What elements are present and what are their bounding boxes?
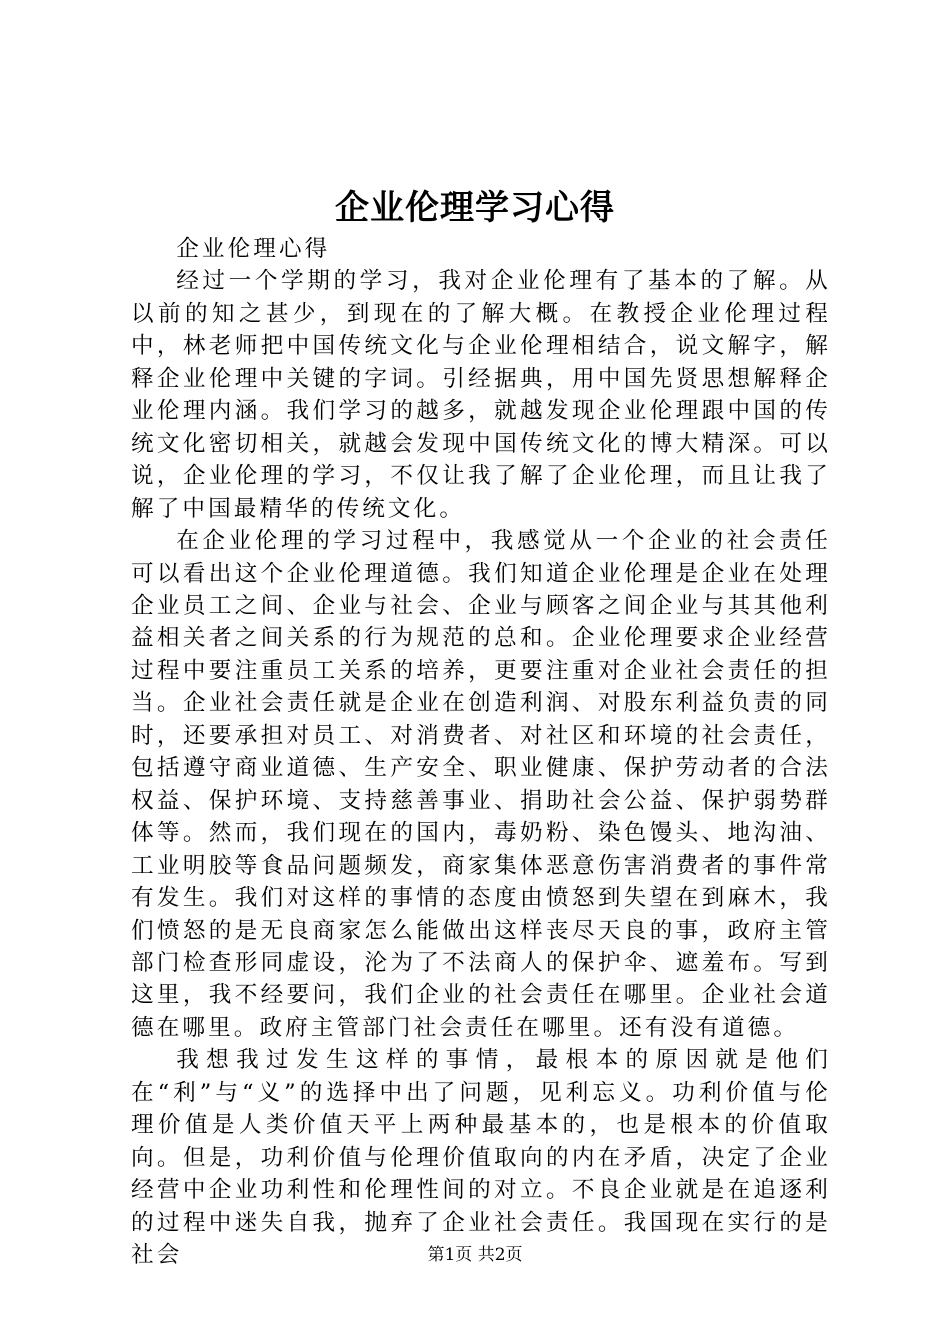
paragraph-2: 在企业伦理的学习过程中，我感觉从一个企业的社会责任可以看出这个企业伦理道德。我们知道企业伦理是企业在处理企业员工之间、企业与社会、企业与顾客之间企业与其其他利益相关者之间关系的行为规范的总和。企业伦理要求企业经营过程中要注重员工关系的培养，更要注重对企业社会责任的担当。企业社会责任就是企业在创造利润、对股东利益负责的同时，还要承担对员工、对消费者、对社区和环境的社会责任，包括遵守商业道德、生产安全、职业健康、保护劳动者的合法权益、保护环境、支持慈善事业、捐助社会公益、保护弱势群体等。然而，我们现在的国内，毒奶粉、染色馒头、地沟油、工业明胶等食品问题频发，商家集体恶意伤害消费者的事件常有发生。我们对这样的事情的态度由愤怒到失望在到麻木，我们愤怒的是无良商家怎么能做出这样丧尽天良的事，政府主管部门检查形同虚设，沦为了不法商人的保护伞、遮羞布。写到这里，我不经要问，我们企业的社会责任在哪里。企业社会道德在哪里。政府主管部门社会责任在哪里。还有没有道德。: [131, 528, 831, 1041]
paragraph-1: 经过一个学期的学习，我对企业伦理有了基本的了解。从以前的知之甚少，到现在的了解大概。在教授企业伦理过程中，林老师把中国传统文化与企业伦理相结合，说文解字，解释企业伦理中关键的字词。引经据典，用中国先贤思想解释企业伦理内涵。我们学习的越多，就越发现企业伦理跟中国的传统文化密切相关，就越会发现中国传统文化的博大精深。可以说，企业伦理的学习，不仅让我了解了企业伦理，而且让我了解了中国最精华的传统文化。: [131, 268, 831, 522]
section-heading: 企业伦理心得: [176, 236, 331, 262]
document-body: [131, 233, 831, 1272]
document-title: 企业伦理学习心得: [335, 188, 615, 228]
page-number-footer: 第1页 共2页: [427, 1245, 523, 1265]
paragraph-3: 我想我过发生这样的事情，最根本的原因就是他们在“利”与“义”的选择中出了问题，见利忘义。功利价值与伦理价值是人类价值天平上两种最基本的，也是根本的价值取向。但是，功利价值与伦理价值取向的内在矛盾，决定了企业经营中企业功利性和伦理性间的对立。不良企业就是在追逐利的过程中迷失自我，抛弃了企业社会责任。我国现在实行的是社会: [131, 1047, 831, 1269]
